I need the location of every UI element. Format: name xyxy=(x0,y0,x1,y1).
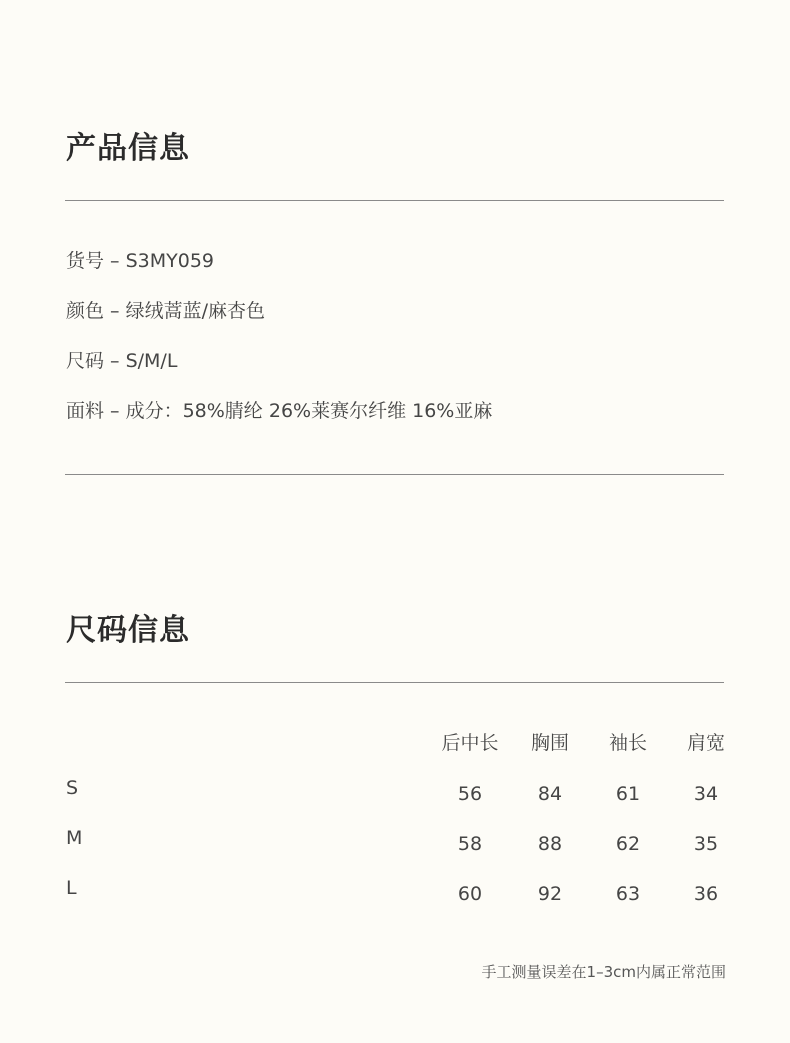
size-info-title: 尺码信息 xyxy=(66,613,190,648)
size-table-header xyxy=(66,729,728,759)
size-label: M xyxy=(66,827,83,849)
size-value: 60 xyxy=(457,883,483,905)
product-info-top-divider xyxy=(65,200,724,201)
size-label: L xyxy=(66,877,77,899)
size-label: S xyxy=(66,777,79,799)
size-row-m xyxy=(66,826,728,856)
size-value: 88 xyxy=(537,833,563,855)
size-value: 62 xyxy=(615,833,641,855)
size-value: 84 xyxy=(537,783,563,805)
size-row-l xyxy=(66,876,728,906)
size-value: 58 xyxy=(457,833,483,855)
size-line: 尺码 – S/M/L xyxy=(66,350,178,372)
color-line: 颜色 – 绿绒蒿蓝/麻杏色 xyxy=(66,300,265,322)
product-info-bottom-divider xyxy=(65,474,724,475)
size-value: 56 xyxy=(457,783,483,805)
size-value: 92 xyxy=(537,883,563,905)
column-header-sleeve-length: 袖长 xyxy=(608,732,647,754)
size-info-divider xyxy=(65,682,724,683)
size-row-s xyxy=(66,776,728,806)
size-value: 63 xyxy=(615,883,641,905)
measurement-note: 手工测量误差在1–3cm内属正常范围 xyxy=(481,963,726,981)
column-header-back-length: 后中长 xyxy=(441,732,499,754)
size-value: 61 xyxy=(615,783,641,805)
size-value: 34 xyxy=(693,783,719,805)
column-header-chest: 胸围 xyxy=(530,732,569,754)
fabric-line: 面料 – 成分：58%腈纶 26%莱赛尔纤维 16%亚麻 xyxy=(66,400,493,422)
column-header-shoulder-width: 肩宽 xyxy=(686,732,725,754)
item-number-line: 货号 – S3MY059 xyxy=(66,250,214,272)
size-value: 35 xyxy=(693,833,719,855)
product-info-title: 产品信息 xyxy=(66,131,190,166)
size-value: 36 xyxy=(693,883,719,905)
